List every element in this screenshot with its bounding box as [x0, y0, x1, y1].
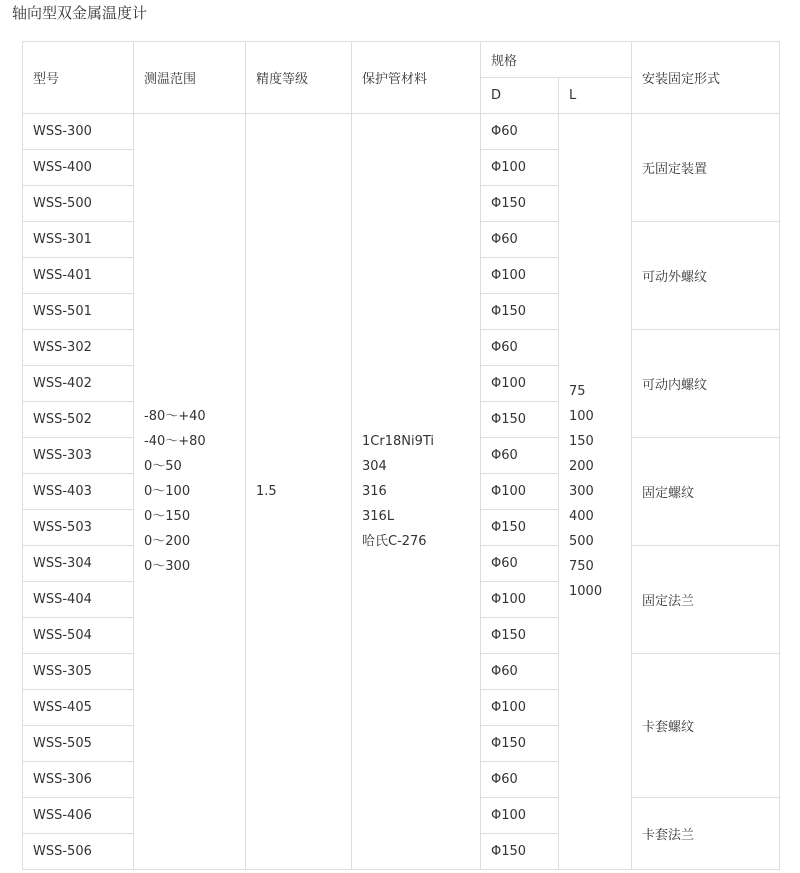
diameter-cell: Φ60 [481, 654, 559, 690]
diameter-cell: Φ100 [481, 582, 559, 618]
header-mount: 安装固定形式 [632, 42, 780, 114]
model-cell: WSS-301 [23, 222, 134, 258]
diameter-cell: Φ150 [481, 834, 559, 870]
diameter-cell: Φ60 [481, 330, 559, 366]
length-cell-item: 75 [569, 384, 586, 399]
model-cell: WSS-406 [23, 798, 134, 834]
model-cell: WSS-500 [23, 186, 134, 222]
length-cell-item: 500 [569, 534, 594, 549]
page-title: 轴向型双金属温度计 [12, 4, 148, 22]
model-cell: WSS-402 [23, 366, 134, 402]
length-cell-item: 150 [569, 434, 594, 449]
diameter-cell: Φ100 [481, 474, 559, 510]
length-cell-item: 1000 [569, 584, 603, 599]
accuracy-cell: 1.5 [246, 114, 352, 870]
length-cell-item: 100 [569, 409, 594, 424]
length-cell-item: 750 [569, 559, 594, 574]
mount-cell: 卡套法兰 [632, 798, 780, 870]
diameter-cell: Φ100 [481, 366, 559, 402]
model-cell: WSS-501 [23, 294, 134, 330]
model-cell: WSS-506 [23, 834, 134, 870]
header-range: 测温范围 [134, 42, 246, 114]
diameter-cell: Φ150 [481, 618, 559, 654]
range-cell [134, 114, 246, 870]
range-cell-item: 0～150 [144, 509, 191, 524]
header-spec-d: D [481, 78, 559, 114]
mount-cell: 卡套螺纹 [632, 654, 780, 798]
diameter-cell: Φ60 [481, 438, 559, 474]
diameter-cell: Φ60 [481, 114, 559, 150]
model-cell: WSS-400 [23, 150, 134, 186]
model-cell: WSS-303 [23, 438, 134, 474]
model-cell: WSS-405 [23, 690, 134, 726]
mount-cell: 固定法兰 [632, 546, 780, 654]
model-cell: WSS-502 [23, 402, 134, 438]
diameter-cell: Φ100 [481, 690, 559, 726]
model-cell: WSS-306 [23, 762, 134, 798]
model-cell: WSS-503 [23, 510, 134, 546]
range-cell-item: 0～300 [144, 559, 191, 574]
diameter-cell: Φ100 [481, 798, 559, 834]
material-cell [352, 114, 481, 870]
diameter-cell: Φ60 [481, 546, 559, 582]
header-spec: 规格 [481, 42, 632, 78]
mount-cell: 固定螺纹 [632, 438, 780, 546]
model-cell: WSS-505 [23, 726, 134, 762]
model-cell: WSS-300 [23, 114, 134, 150]
model-cell: WSS-403 [23, 474, 134, 510]
diameter-cell: Φ150 [481, 510, 559, 546]
model-cell: WSS-404 [23, 582, 134, 618]
length-cell [559, 114, 632, 870]
header-row [23, 42, 780, 78]
model-cell: WSS-305 [23, 654, 134, 690]
spec-table [22, 41, 780, 870]
header-accuracy: 精度等级 [246, 42, 352, 114]
diameter-cell: Φ60 [481, 222, 559, 258]
material-cell-item: 1Cr18Ni9Ti [362, 434, 434, 449]
material-cell-item: 304 [362, 459, 387, 474]
diameter-cell: Φ150 [481, 294, 559, 330]
model-cell: WSS-401 [23, 258, 134, 294]
length-cell-item: 300 [569, 484, 594, 499]
range-cell-item: 0～200 [144, 534, 191, 549]
diameter-cell: Φ150 [481, 186, 559, 222]
model-cell: WSS-304 [23, 546, 134, 582]
table-body [23, 114, 780, 870]
length-cell-item: 400 [569, 509, 594, 524]
diameter-cell: Φ60 [481, 762, 559, 798]
header-model: 型号 [23, 42, 134, 114]
diameter-cell: Φ100 [481, 150, 559, 186]
diameter-cell: Φ150 [481, 726, 559, 762]
model-cell: WSS-504 [23, 618, 134, 654]
diameter-cell: Φ150 [481, 402, 559, 438]
range-cell-item: -80～+40 [144, 409, 206, 424]
diameter-cell: Φ100 [481, 258, 559, 294]
material-cell-item: 316 [362, 484, 387, 499]
header-material: 保护管材料 [352, 42, 481, 114]
material-cell-item: 316L [362, 509, 395, 524]
range-cell-item: 0～100 [144, 484, 191, 499]
model-cell: WSS-302 [23, 330, 134, 366]
material-cell-item: 哈氏C-276 [362, 534, 427, 549]
header-spec-l: L [559, 78, 632, 114]
mount-cell: 可动外螺纹 [632, 222, 780, 330]
range-cell-item: -40～+80 [144, 434, 206, 449]
range-cell-item: 0～50 [144, 459, 182, 474]
mount-cell: 无固定装置 [632, 114, 780, 222]
mount-cell: 可动内螺纹 [632, 330, 780, 438]
table-row [23, 114, 780, 150]
length-cell-item: 200 [569, 459, 594, 474]
